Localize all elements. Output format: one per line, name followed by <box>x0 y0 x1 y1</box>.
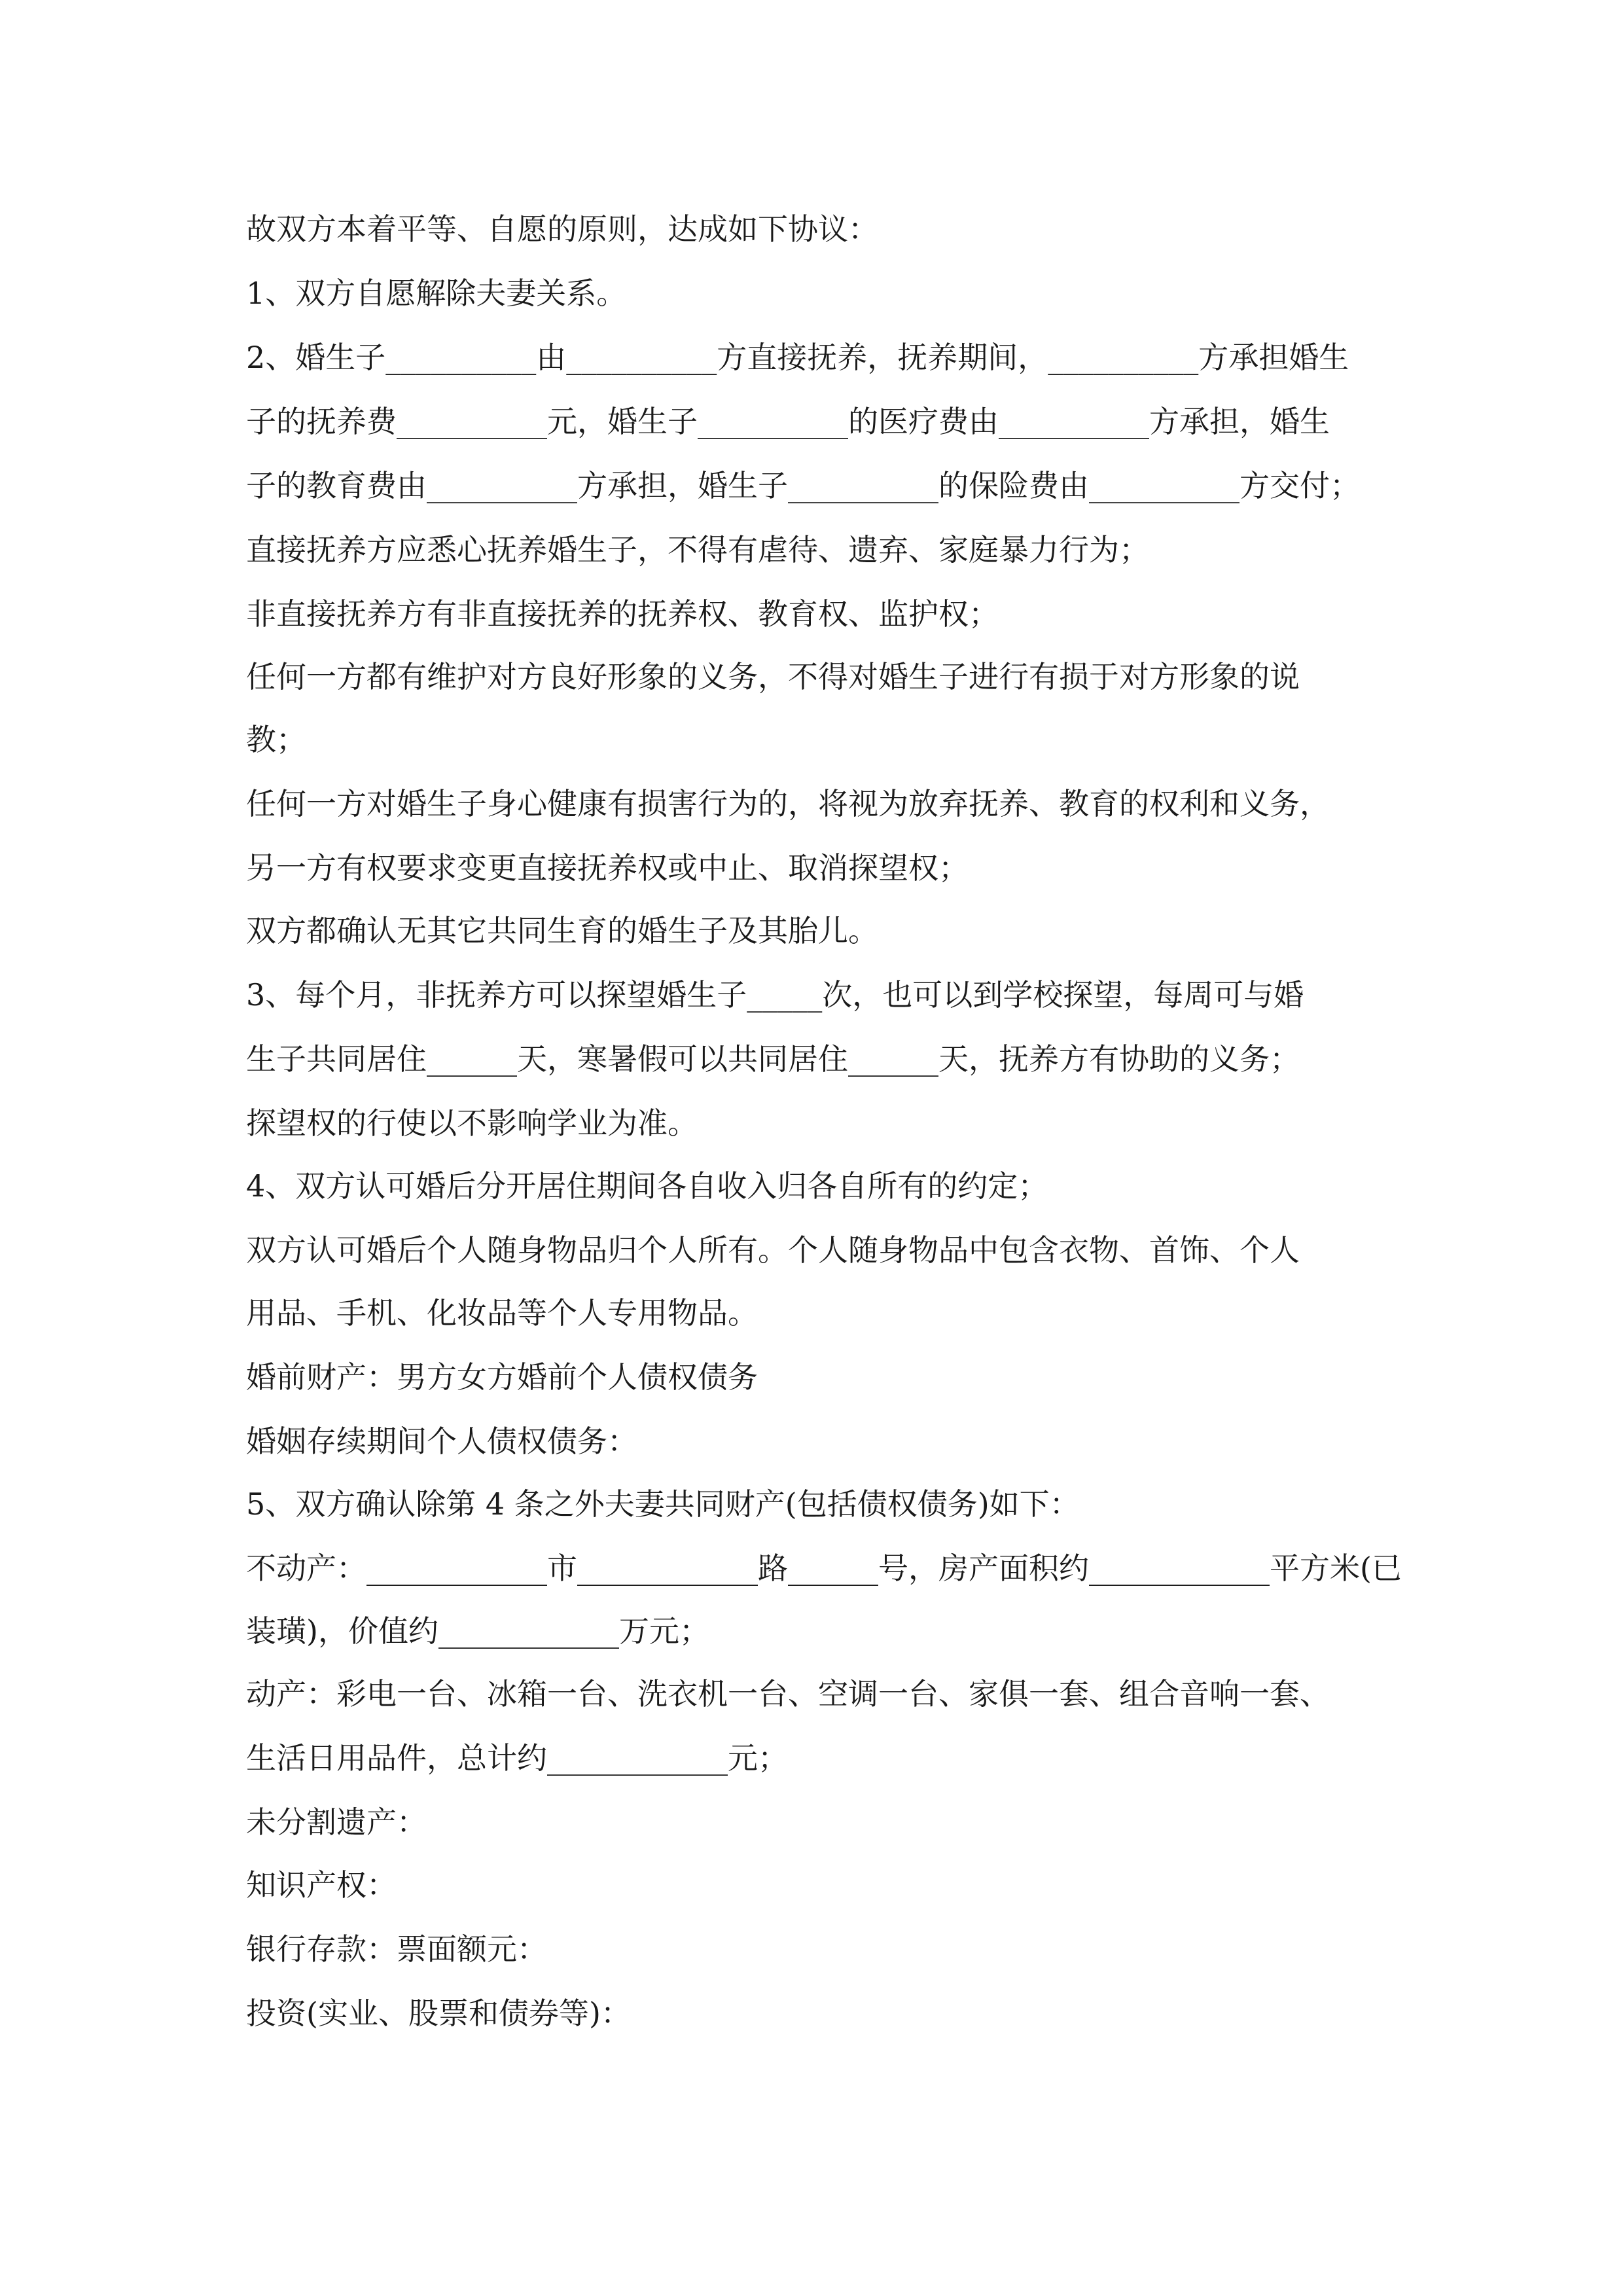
text-line: 任何一方对婚生子身心健康有损害行为的，将视为放弃抚养、教育的权利和义务， <box>246 786 1330 821</box>
text-line: 用品、手机、化妆品等个人专用物品。 <box>246 1295 758 1331</box>
text-line: 3、每个月，非抚养方可以探望婚生子_____次，也可以到学校探望，每周可与婚 <box>246 977 1304 1013</box>
text-line: 知识产权： <box>246 1867 397 1903</box>
text-line: 双方认可婚后个人随身物品归个人所有。个人随身物品中包含衣物、首饰、个人 <box>246 1232 1300 1268</box>
text-line: 4、双方认可婚后分开居住期间各自收入归各自所有的约定； <box>246 1168 1048 1204</box>
text-line: 2、婚生子__________由__________方直接抚养，抚养期间，__________方承担婚生 <box>246 340 1349 375</box>
text-line: 投资(实业、股票和债券等)： <box>246 1996 631 2031</box>
text-line: 另一方有权要求变更直接抚养权或中止、取消探望权； <box>246 850 969 886</box>
text-line: 婚姻存续期间个人债权债务： <box>246 1424 637 1459</box>
text-line: 装璜)，价值约____________万元； <box>246 1613 709 1649</box>
text-line: 故双方本着平等、自愿的原则，达成如下协议： <box>246 211 878 247</box>
text-line: 未分割遗产： <box>246 1804 427 1840</box>
text-line: 不动产：____________市____________路______号，房产面积约____________平方米(已 <box>246 1551 1402 1586</box>
text-line: 1、双方自愿解除夫妻关系。 <box>246 276 627 311</box>
text-line: 生活日用品件，总计约____________元； <box>246 1740 788 1776</box>
text-line: 非直接抚养方有非直接抚养的抚养权、教育权、监护权； <box>246 596 999 632</box>
text-line: 银行存款：票面额元： <box>246 1931 547 1967</box>
text-line: 探望权的行使以不影响学业为准。 <box>246 1105 698 1141</box>
text-line: 教； <box>246 722 306 757</box>
text-line: 动产：彩电一台、冰箱一台、洗衣机一台、空调一台、家俱一套、组合音响一套、 <box>246 1676 1330 1712</box>
text-line: 任何一方都有维护对方良好形象的义务，不得对婚生子进行有损于对方形象的说 <box>246 659 1300 694</box>
text-line: 双方都确认无其它共同生育的婚生子及其胎儿。 <box>246 913 878 948</box>
text-line: 生子共同居住______天，寒暑假可以共同居住______天，抚养方有协助的义务； <box>246 1041 1300 1077</box>
text-line: 子的抚养费__________元，婚生子__________的医疗费由__________方承担，婚生 <box>246 404 1330 439</box>
text-line: 子的教育费由__________方承担，婚生子__________的保险费由__________方交付； <box>246 468 1360 503</box>
text-line: 婚前财产：男方女方婚前个人债权债务 <box>246 1359 758 1395</box>
text-line: 直接抚养方应悉心抚养婚生子，不得有虐待、遗弃、家庭暴力行为； <box>246 532 1149 567</box>
text-line: 5、双方确认除第 4 条之外夫妻共同财产(包括债权债务)如下： <box>246 1486 1080 1522</box>
